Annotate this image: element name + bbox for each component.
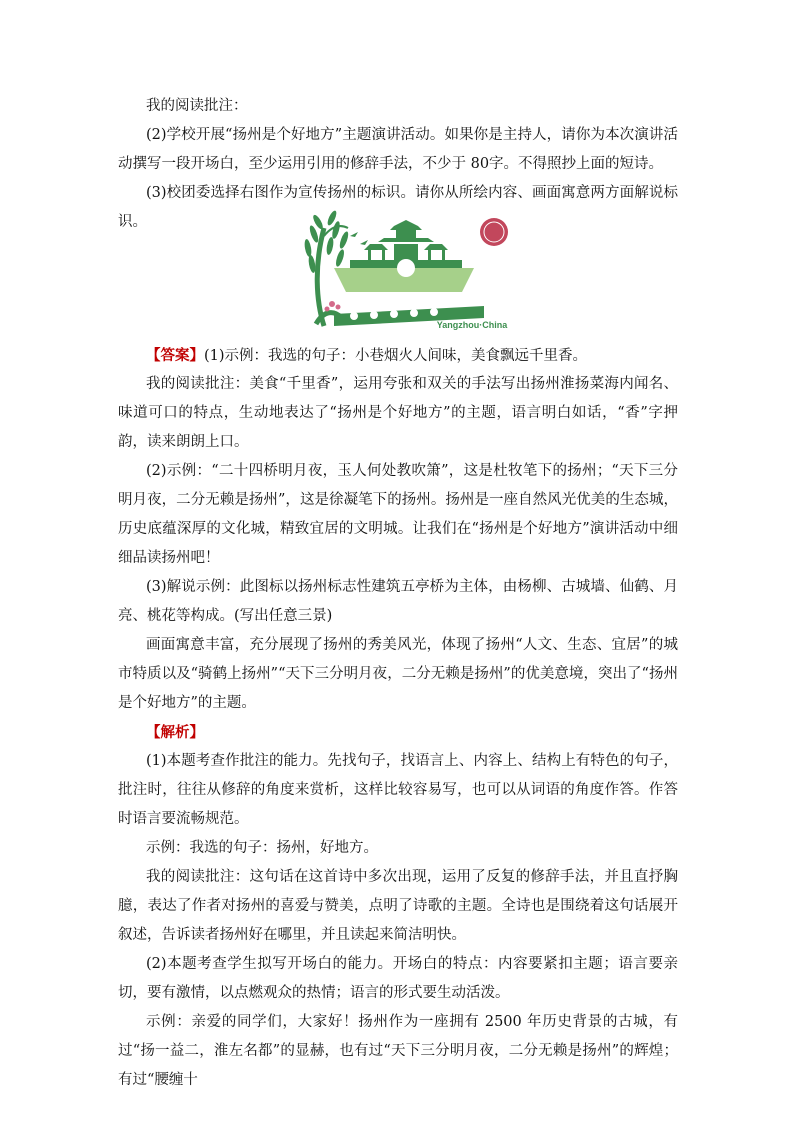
answer-label: 【答案】	[146, 347, 204, 364]
reading-note-label: 我的阅读批注：	[146, 98, 248, 114]
peach-blossom-icon	[325, 301, 341, 312]
logo-caption: Yangzhou·China	[436, 320, 508, 330]
answer-1: 【答案】(1)示例：我选的句子：小巷烟火人间味，美食飘远千里香。	[146, 347, 588, 364]
answer-2: (2)示例：“二十四桥明月夜，玉人何处教吹箫”，这是杜牧笔下的扬州；“天下三分明月夜，二分无赖是扬州”，这是徐凝笔下的扬州。扬州是一座自然风光优美的生态城，历史底蕴深厚的文化城，精致宜居的文明城。让我们在“扬州是个好地方”演讲活动中细细品读扬州吧！	[118, 463, 678, 566]
question-3-text: (3)校团委选择右图作为宣传扬州的标识。请你从所绘内容、画面寓意两方面解说标识。	[118, 185, 678, 230]
yangzhou-logo-graphic	[294, 206, 526, 338]
analysis-1-example: 示例：我选的句子：扬州，好地方。	[146, 840, 378, 856]
analysis-2: (2)本题考查学生拟写开场白的能力。开场白的特点：内容要紧扣主题；语言要亲切，要有激情，以点燃观众的热情；语言的形式要生动活泼。	[118, 956, 678, 1001]
crane-icon	[350, 232, 368, 245]
analysis-2-example: 示例：亲爱的同学们，大家好！扬州作为一座拥有 2500 年历史背景的古城，有过“扬一益二，淮左名都”的显赫，也有过“天下三分明月夜，二分无赖是扬州”的辉煌；有过“腰缠十	[118, 1014, 678, 1088]
answer-3: (3)解说示例：此图标以扬州标志性建筑五亭桥为主体，由杨柳、古城墙、仙鹤、月亮、桃花等构成。(写出任意三景)	[118, 579, 678, 624]
answer-1-note: 我的阅读批注：美食“千里香”，运用夸张和双关的手法写出扬州淮扬菜海内闻名、味道可口的特点，生动地表达了“扬州是个好地方”的主题，语言明白如话，“香”字押韵，读来朗朗上口。	[118, 376, 678, 450]
yangzhou-logo	[294, 206, 526, 338]
seal-icon	[480, 218, 508, 246]
question-2-text: (2)学校开展“扬州是个好地方”主题演讲活动。如果你是主持人，请你为本次演讲活动撰写一段开场白，至少运用引用的修辞手法，不少于 80字。不得照抄上面的短诗。	[118, 127, 678, 172]
analysis-1-note: 我的阅读批注：这句话在这首诗中多次出现，运用了反复的修辞手法，并且直抒胸臆，表达了作者对扬州的喜爱与赞美，点明了诗歌的主题。全诗也是围绕着这句话展开叙述，告诉读者扬州好在哪里，并且读起来简洁明快。	[118, 869, 678, 943]
analysis-1: (1)本题考查作批注的能力。先找句子，找语言上、内容上、结构上有特色的句子，批注时，往往从修辞的角度来赏析，这样比较容易写，也可以从词语的角度作答。作答时语言要流畅规范。	[118, 753, 678, 827]
answer-3-meaning: 画面寓意丰富，充分展现了扬州的秀美风光，体现了扬州“人文、生态、宜居”的城市特质以及“骑鹤上扬州”“天下三分明月夜，二分无赖是扬州”的优美意境，突出了“扬州是个好地方”的主题。	[118, 637, 678, 711]
analysis-label: 【解析】	[146, 724, 204, 741]
